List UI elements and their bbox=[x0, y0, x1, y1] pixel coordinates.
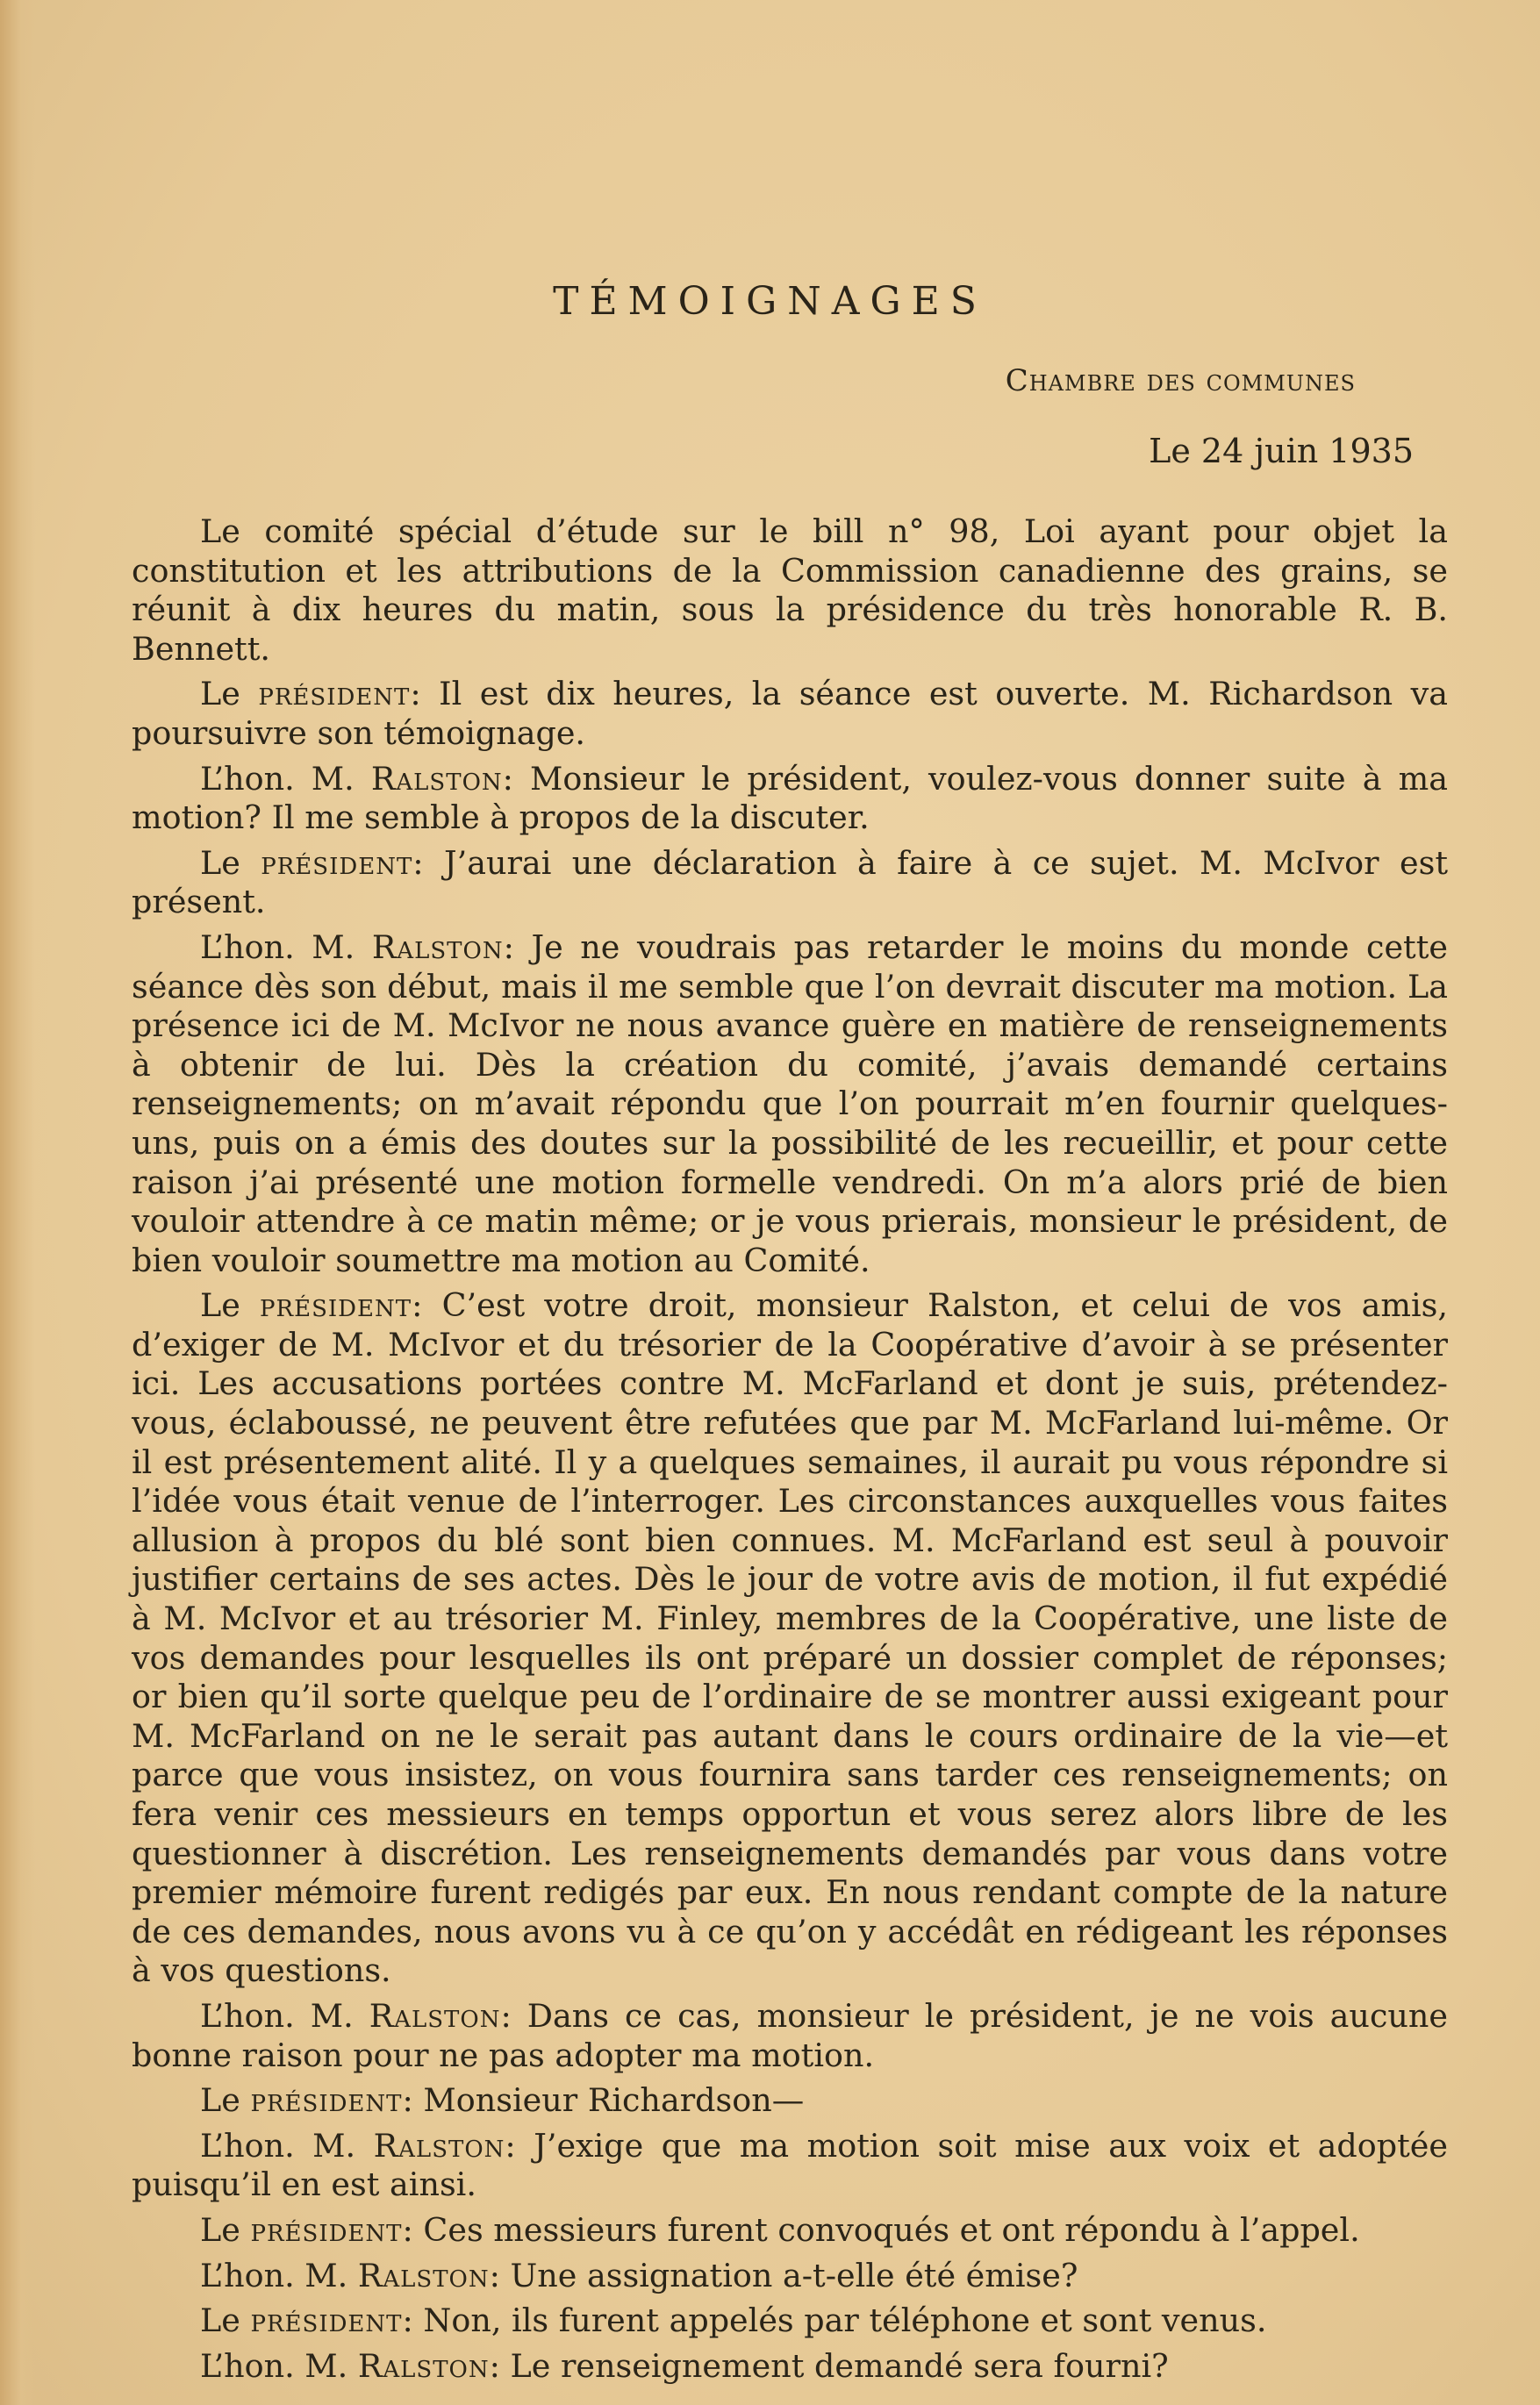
transcript-paragraph bbox=[132, 2211, 1448, 2251]
paragraph-text: : Je ne voudrais pas retarder le moins du monde cette séance dès son début, mais il me semble que l’on devrait discuter ma motion. La présence ici de M. McIvor ne nous avance guère en matière de renseignements à obtenir de lui. Dès la création du comité, j’avais demandé certains renseignements; on m’avait répondu que l’on pourrait m’en fournir quelques-uns, puis on a émis des doutes sur la possibilité de les recueillir, et pour cette raison j’ai présenté une motion formelle vendredi. On m’a alors prié de bien vouloir attendre à ce matin même; or je vous prierais, monsieur le président, de bien vouloir soumettre ma motion au Comité. bbox=[132, 927, 1448, 1279]
paragraph-text: : Non, ils furent appelés par téléphone et sont venus. bbox=[402, 2301, 1267, 2340]
speaker-prefix: L’hon. M. bbox=[200, 2256, 358, 2294]
transcript-paragraph bbox=[132, 2257, 1448, 2296]
speaker-prefix: Le bbox=[200, 2301, 251, 2340]
paragraph-text: Le comité spécial d’étude sur le bill n° 98, Loi ayant pour objet la constitution et les attributions de la Commission canadienne des grains, se réunit à dix heures du matin, sous la présidence du très honorable R. B. Bennett. bbox=[132, 512, 1448, 668]
transcript-paragraph bbox=[132, 1997, 1448, 2075]
speaker-name: Ralston bbox=[369, 1996, 501, 2035]
speaker-prefix: Le bbox=[200, 2210, 251, 2249]
date-line: Le 24 juin 1935 bbox=[1149, 432, 1414, 470]
paragraph-text: : C’est votre droit, monsieur Ralston, et celui de vos amis, d’exiger de M. McIvor et du trésorier de la Coopérative d’avoir à se présenter ici. Les accusations portées contre M. McFarland et dont je suis, prétendez-vous, éclaboussé, ne peuvent être refutées que par M. McFarland lui-même. Or il est présentement alité. Il y a quelques semaines, il aurait pu vous répondre si l’idée vous était venue de l’interroger. Les circonstances auxquelles vous faites allusion à propos du blé sont bien connues. M. McFarland est seul à pouvoir justifier certains de ses actes. Dès le jour de votre avis de motion, il fut expédié à M. McIvor et au trésorier M. Finley, membres de la Coopérative, une liste de vos demandes pour lesquelles ils ont préparé un dossier complet de réponses; or bien qu’il sorte quelque peu de l’ordinaire de se montrer aussi exigeant pour M. McFarland on ne le serait pas autant dans le cours ordinaire de la vie—et parce que vous insistez, on vous fournira sans tarder ces renseignements; on fera venir ces messieurs en temps opportun et vous serez alors libre de les questionner à discrétion. Les renseignements demandés par vous dans votre premier mémoire furent redigés par eux. En nous rendant compte de la nature de ces demandes, nous avons vu à ce qu’on y accédât en rédigeant les réponses à vos questions. bbox=[132, 1286, 1448, 1990]
speaker-name: Ralston bbox=[373, 2126, 505, 2165]
paragraph-text: : Une assignation a-t-elle été émise? bbox=[489, 2256, 1078, 2294]
speaker-name: président bbox=[261, 843, 413, 882]
paragraph-text: : Monsieur le président, voulez-vous donner suite à ma motion? Il me semble à propos de la discuter. bbox=[132, 759, 1448, 837]
transcript-paragraph bbox=[132, 2347, 1448, 2387]
intro-paragraph bbox=[132, 512, 1448, 669]
chamber-heading: Chambre des communes bbox=[1005, 363, 1356, 398]
speaker-name: président bbox=[258, 675, 411, 713]
speaker-prefix: L’hon. M. bbox=[200, 2346, 358, 2385]
speaker-prefix: Le bbox=[200, 1286, 261, 1325]
paragraph-text: : J’exige que ma motion soit mise aux voix et adoptée puisqu’il en est ainsi. bbox=[132, 2126, 1449, 2204]
paragraph-text: : Il est dix heures, la séance est ouverte. M. Richardson va poursuivre son témoignage. bbox=[132, 675, 1448, 752]
speaker-name: Ralston bbox=[370, 759, 503, 798]
speaker-prefix: Le bbox=[200, 843, 261, 882]
transcript-paragraph bbox=[132, 844, 1448, 922]
paragraph-text: : Ces messieurs furent convoqués et ont répondu à l’appel. bbox=[402, 2210, 1360, 2249]
speaker-name: Ralston bbox=[357, 2256, 490, 2294]
transcript-paragraph bbox=[132, 928, 1448, 1280]
paper-edge bbox=[0, 0, 35, 2405]
speaker-name: président bbox=[250, 2301, 403, 2340]
speaker-name: Ralston bbox=[371, 927, 504, 966]
speaker-prefix: Le bbox=[200, 675, 259, 713]
transcript-body bbox=[132, 512, 1448, 2392]
transcript-paragraph bbox=[132, 2081, 1448, 2121]
paragraph-text: : Dans ce cas, monsieur le président, je ne vois aucune bonne raison pour ne pas adopter ma motion. bbox=[132, 1996, 1448, 2074]
speaker-prefix: L’hon. M. bbox=[200, 759, 371, 798]
paragraph-text: : Monsieur Richardson— bbox=[402, 2081, 805, 2120]
transcript-paragraph bbox=[132, 760, 1448, 838]
paragraph-text: : J’aurai une déclaration à faire à ce sujet. M. McIvor est présent. bbox=[132, 843, 1448, 921]
speaker-prefix: L’hon. M. bbox=[200, 927, 372, 966]
speaker-name: président bbox=[250, 2081, 403, 2120]
speaker-prefix: L’hon. M. bbox=[200, 1996, 369, 2035]
transcript-paragraph bbox=[132, 2127, 1448, 2205]
speaker-prefix: Le bbox=[200, 2081, 251, 2120]
transcript-paragraph bbox=[132, 1286, 1448, 1991]
speaker-name: président bbox=[250, 2210, 403, 2249]
paragraph-text: : Le renseignement demandé sera fourni? bbox=[489, 2346, 1169, 2385]
transcript-paragraph bbox=[132, 2301, 1448, 2341]
page-title: TÉMOIGNAGES bbox=[553, 279, 987, 324]
speaker-name: président bbox=[260, 1286, 412, 1325]
transcript-paragraph bbox=[132, 675, 1448, 753]
speaker-prefix: L’hon. M. bbox=[200, 2126, 374, 2165]
speaker-name: Ralston bbox=[357, 2346, 490, 2385]
